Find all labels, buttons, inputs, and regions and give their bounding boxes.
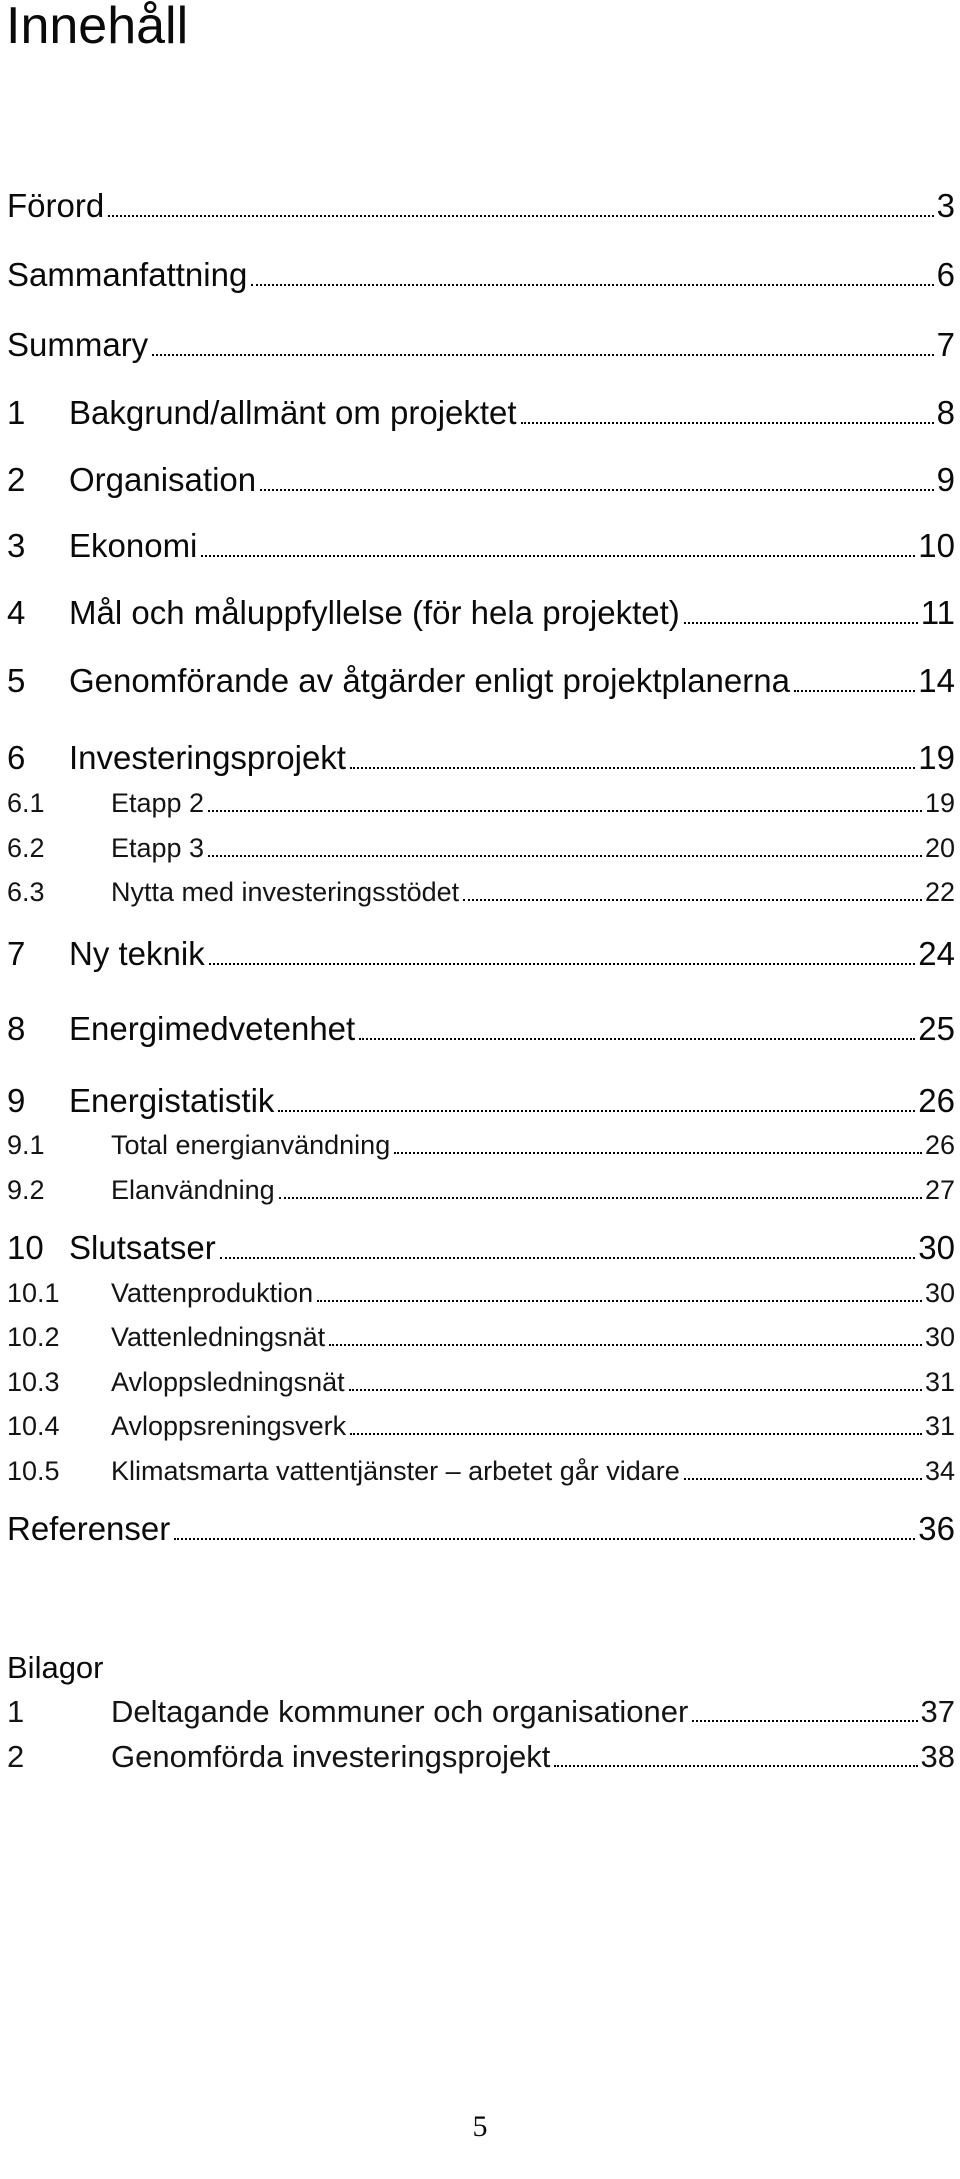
toc-entry-forord[interactable] bbox=[7, 186, 955, 226]
toc-entry-page: 20 bbox=[924, 833, 955, 863]
dot-leader bbox=[260, 489, 934, 491]
dot-leader bbox=[317, 1300, 922, 1302]
toc-entry-summary[interactable] bbox=[7, 325, 955, 365]
toc-entry-title: Vattenproduktion bbox=[111, 1278, 314, 1308]
appendix-entry-1[interactable] bbox=[7, 1692, 955, 1732]
toc-entry-title: Total energianvändning bbox=[111, 1130, 391, 1160]
dot-leader bbox=[794, 690, 915, 692]
toc-entry-7[interactable] bbox=[7, 934, 955, 974]
toc-entry-title: Energimedvetenhet bbox=[69, 1010, 356, 1047]
toc-entry-number: 6.3 bbox=[7, 877, 45, 907]
toc-entry-number: 10 bbox=[7, 1229, 44, 1266]
toc-entry-title: Vattenledningsnät bbox=[111, 1322, 326, 1352]
toc-entry-page: 8 bbox=[936, 394, 955, 431]
appendix-entry-page: 37 bbox=[920, 1694, 955, 1729]
toc-entry-title: Avloppsledningsnät bbox=[111, 1367, 345, 1397]
dot-leader bbox=[278, 1110, 915, 1112]
toc-entry-number: 10.3 bbox=[7, 1367, 60, 1397]
toc-entry-10-1[interactable] bbox=[7, 1273, 955, 1313]
toc-entry-10-4[interactable] bbox=[7, 1406, 955, 1446]
toc-entry-title: Organisation bbox=[69, 461, 257, 498]
toc-entry-page: 10 bbox=[918, 527, 955, 564]
toc-entry-10-3[interactable] bbox=[7, 1362, 955, 1402]
appendix-entry-number: 1 bbox=[7, 1694, 25, 1729]
dot-leader bbox=[684, 1478, 922, 1480]
toc-entry-title: Sammanfattning bbox=[7, 256, 248, 293]
toc-entry-6-3[interactable] bbox=[7, 872, 955, 912]
toc-entry-number: 10.4 bbox=[7, 1411, 60, 1441]
dot-leader bbox=[684, 622, 918, 624]
dot-leader bbox=[152, 354, 933, 356]
toc-entry-10[interactable] bbox=[7, 1228, 955, 1268]
toc-entry-title: Ny teknik bbox=[69, 935, 205, 972]
toc-entry-number: 9 bbox=[7, 1082, 26, 1119]
dot-leader bbox=[174, 1538, 915, 1540]
toc-entry-number: 9.2 bbox=[7, 1175, 45, 1205]
toc-entry-title: Nytta med investeringsstödet bbox=[111, 877, 460, 907]
toc-entry-page: 9 bbox=[936, 461, 955, 498]
toc-entry-number: 8 bbox=[7, 1010, 26, 1047]
toc-entry-title: Etapp 2 bbox=[111, 788, 205, 818]
toc-entry-page: 14 bbox=[918, 662, 955, 699]
toc-entry-number: 6 bbox=[7, 739, 26, 776]
dot-leader bbox=[521, 422, 934, 424]
dot-leader bbox=[463, 899, 922, 901]
toc-entry-number: 10.1 bbox=[7, 1278, 60, 1308]
toc-entry-page: 36 bbox=[918, 1510, 955, 1547]
toc-entry-sammanfattning[interactable] bbox=[7, 255, 955, 295]
toc-entry-page: 19 bbox=[924, 788, 955, 818]
toc-entry-10-5[interactable] bbox=[7, 1451, 955, 1491]
toc-entry-title: Klimatsmarta vattentjänster – arbetet går vidare bbox=[111, 1456, 680, 1486]
appendix-heading: Bilagor bbox=[7, 1650, 104, 1685]
dot-leader bbox=[394, 1152, 922, 1154]
toc-entry-2[interactable] bbox=[7, 460, 955, 500]
toc-entry-page: 30 bbox=[918, 1229, 955, 1266]
dot-leader bbox=[279, 1197, 922, 1199]
toc-entry-number: 10.5 bbox=[7, 1456, 60, 1486]
toc-entry-title: Genomförande av åtgärder enligt projektplanerna bbox=[69, 662, 790, 699]
appendix-entry-title: Deltagande kommuner och organisationer bbox=[111, 1694, 689, 1729]
toc-entry-title: Elanvändning bbox=[111, 1175, 275, 1205]
dot-leader bbox=[208, 810, 922, 812]
toc-entry-page: 24 bbox=[918, 935, 955, 972]
dot-leader bbox=[209, 963, 916, 965]
toc-entry-number: 9.1 bbox=[7, 1130, 45, 1160]
toc-entry-title: Bakgrund/allmänt om projektet bbox=[69, 394, 517, 431]
dot-leader bbox=[692, 1720, 917, 1722]
toc-entry-page: 30 bbox=[924, 1278, 955, 1308]
toc-entry-title: Ekonomi bbox=[69, 527, 198, 564]
dot-leader bbox=[201, 555, 915, 557]
toc-entry-title: Mål och måluppfyllelse (för hela projektet) bbox=[69, 594, 680, 631]
toc-entry-6-1[interactable] bbox=[7, 783, 955, 823]
toc-entry-title: Summary bbox=[7, 326, 149, 363]
toc-entry-page: 30 bbox=[924, 1322, 955, 1352]
toc-entry-title: Slutsatser bbox=[69, 1229, 216, 1266]
toc-entry-number: 4 bbox=[7, 594, 26, 631]
toc-entry-1[interactable] bbox=[7, 393, 955, 433]
toc-entry-title: Avloppsreningsverk bbox=[111, 1411, 347, 1441]
toc-entry-page: 6 bbox=[936, 256, 955, 293]
appendix-entry-2[interactable] bbox=[7, 1737, 955, 1777]
toc-entry-6[interactable] bbox=[7, 738, 955, 778]
page-title: Innehåll bbox=[6, 0, 189, 55]
toc-entry-6-2[interactable] bbox=[7, 828, 955, 868]
toc-entry-page: 34 bbox=[924, 1456, 955, 1486]
toc-entry-page: 26 bbox=[918, 1082, 955, 1119]
toc-entry-10-2[interactable] bbox=[7, 1317, 955, 1357]
toc-entry-9[interactable] bbox=[7, 1081, 955, 1121]
dot-leader bbox=[350, 767, 915, 769]
toc-entry-title: Energistatistik bbox=[69, 1082, 275, 1119]
toc-entry-number: 3 bbox=[7, 527, 26, 564]
toc-entry-page: 3 bbox=[936, 187, 955, 224]
dot-leader bbox=[208, 855, 922, 857]
toc-entry-title: Referenser bbox=[7, 1510, 171, 1547]
dot-leader bbox=[251, 284, 933, 286]
toc-entry-page: 7 bbox=[936, 326, 955, 363]
dot-leader bbox=[349, 1389, 922, 1391]
appendix-entry-page: 38 bbox=[920, 1739, 955, 1774]
toc-entry-9-1[interactable] bbox=[7, 1125, 955, 1165]
dot-leader bbox=[108, 215, 933, 217]
dot-leader bbox=[350, 1433, 922, 1435]
toc-entry-8[interactable] bbox=[7, 1009, 955, 1049]
toc-entry-referenser[interactable] bbox=[7, 1509, 955, 1549]
toc-entry-number: 5 bbox=[7, 662, 26, 699]
toc-entry-page: 25 bbox=[918, 1010, 955, 1047]
toc-entry-title: Investeringsprojekt bbox=[69, 739, 346, 776]
page-number: 5 bbox=[472, 2110, 488, 2143]
toc-entry-page: 26 bbox=[924, 1130, 955, 1160]
toc-entry-number: 6.2 bbox=[7, 833, 45, 863]
toc-entry-page: 11 bbox=[920, 594, 955, 631]
dot-leader bbox=[220, 1257, 916, 1259]
toc-entry-title: Förord bbox=[7, 187, 105, 224]
toc-entry-number: 2 bbox=[7, 461, 26, 498]
dot-leader bbox=[329, 1344, 922, 1346]
toc-entry-title: Etapp 3 bbox=[111, 833, 205, 863]
toc-entry-page: 19 bbox=[918, 739, 955, 776]
toc-entry-5[interactable] bbox=[7, 661, 955, 701]
appendix-entry-title: Genomförda investeringsprojekt bbox=[111, 1739, 551, 1774]
toc-entry-page: 22 bbox=[924, 877, 955, 907]
toc-entry-number: 7 bbox=[7, 935, 26, 972]
toc-entry-number: 6.1 bbox=[7, 788, 45, 818]
toc-entry-page: 31 bbox=[924, 1367, 955, 1397]
toc-entry-number: 10.2 bbox=[7, 1322, 60, 1352]
toc-entry-9-2[interactable] bbox=[7, 1170, 955, 1210]
toc-entry-4[interactable] bbox=[7, 593, 955, 633]
dot-leader bbox=[359, 1038, 915, 1040]
toc-entry-number: 1 bbox=[7, 394, 26, 431]
toc-entry-page: 27 bbox=[924, 1175, 955, 1205]
toc-entry-3[interactable] bbox=[7, 526, 955, 566]
appendix-entry-number: 2 bbox=[7, 1739, 25, 1774]
dot-leader bbox=[554, 1765, 917, 1767]
toc-entry-page: 31 bbox=[924, 1411, 955, 1441]
